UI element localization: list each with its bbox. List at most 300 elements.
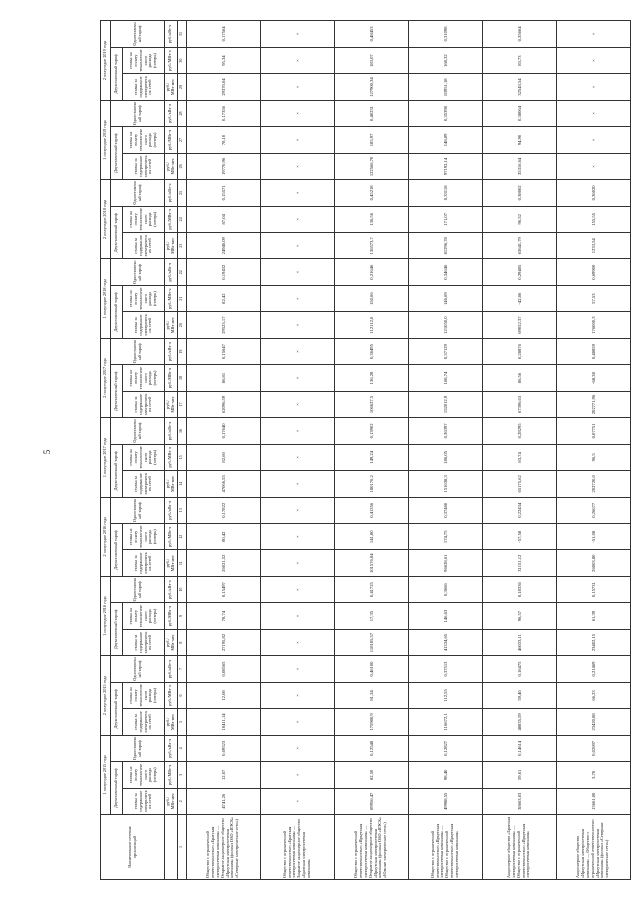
- column-number: 22: [177, 259, 186, 285]
- value-cell: 0,21469: [556, 656, 630, 682]
- value-cell: ×: [556, 127, 630, 153]
- column-number: 29: [177, 74, 186, 100]
- value-cell: 23402,15: [556, 629, 630, 655]
- value-cell: 95,34: [186, 47, 260, 73]
- value-cell: 19770,96: [186, 153, 260, 179]
- unit-one-rate: руб./кВт·ч: [165, 100, 178, 126]
- value-cell: 0,46100: [334, 656, 408, 682]
- unit-one-rate: руб./кВт·ч: [165, 259, 178, 285]
- value-cell: 96,57: [482, 603, 556, 629]
- value-cell: ×: [556, 153, 630, 179]
- value-cell: 0,19432: [186, 259, 260, 285]
- value-cell: 29525,17: [186, 312, 260, 338]
- value-cell: 141,80: [334, 524, 408, 550]
- org-name-cell: Общество с ограниченной ответственностью «Братская электросетевая компания» — Закрытое акционерное общество «Братская электросетевая компания»: [260, 815, 334, 880]
- value-cell: 41334,65: [408, 629, 482, 655]
- value-cell: 62096,59: [186, 391, 260, 417]
- value-cell: 66,23: [556, 682, 630, 708]
- table-row: [482, 21, 556, 880]
- value-cell: 48835,59: [482, 709, 556, 735]
- value-cell: 186,05: [408, 444, 482, 470]
- value-cell: 12,08: [186, 682, 260, 708]
- value-cell: 47066,55: [186, 471, 260, 497]
- unit-one-rate: руб./кВт·ч: [165, 656, 178, 682]
- column-number: 3: [177, 762, 186, 788]
- value-cell: 176000,3: [556, 312, 630, 338]
- value-cell: 23420,88: [556, 709, 630, 735]
- value-cell: 96,52: [482, 206, 556, 232]
- value-cell: 86,81: [186, 365, 260, 391]
- unit-one-rate: руб./кВт·ч: [165, 735, 178, 761]
- value-cell: 112,55: [408, 682, 482, 708]
- value-cell: 175980,9: [334, 709, 408, 735]
- value-cell: ×: [260, 285, 334, 311]
- value-cell: 0,41356: [334, 497, 408, 523]
- value-cell: 0,48453: [334, 21, 408, 48]
- one-rate-header: Одноставочный тариф: [111, 338, 165, 364]
- value-cell: 63641,79: [482, 233, 556, 259]
- org-name-cell: Общество с ограниченной ответственностью «Братская электросетевая компания» — Открытое акционерное общество «Иркутская электросетевая компания» (филиал ОАО «ИЭСК» «Северные электрические сети»): [186, 815, 260, 880]
- maintenance-rate-header: ставка за содержание электрических сетей: [123, 391, 165, 417]
- value-cell: 0,08565: [186, 656, 260, 682]
- value-cell: 94,90: [482, 127, 556, 153]
- one-rate-header: Одноставочный тариф: [111, 497, 165, 523]
- value-cell: 0,36020: [556, 180, 630, 206]
- column-number: 9: [177, 603, 186, 629]
- column-number: 31: [177, 21, 186, 48]
- table-row: [334, 21, 408, 880]
- value-cell: 185,97: [334, 127, 408, 153]
- unit-maintenance: руб./МВт·мес: [165, 74, 178, 100]
- value-cell: 0,31098: [408, 21, 482, 48]
- unit-one-rate: руб./кВт·ч: [165, 21, 178, 48]
- value-cell: ×: [260, 682, 334, 708]
- loss-rate-header: ставка на оплату технологического расхода (потерь): [123, 444, 165, 470]
- value-cell: 0,16475: [482, 656, 556, 682]
- value-cell: ×: [556, 74, 630, 100]
- unit-loss: руб./МВт·ч: [165, 127, 178, 153]
- value-cell: 13661,00: [556, 788, 630, 814]
- value-cell: ×: [556, 100, 630, 126]
- two-rate-header: Двухставочный тариф: [111, 127, 123, 180]
- value-cell: 78,74: [186, 603, 260, 629]
- value-cell: ×: [260, 444, 334, 470]
- period-header: 1 полугодие 2016 года: [101, 576, 111, 655]
- maintenance-rate-header: ставка за содержание электрических сетей: [123, 74, 165, 100]
- value-cell: 82,42: [186, 285, 260, 311]
- two-rate-header: Двухставочный тариф: [111, 285, 123, 338]
- value-cell: -51,08: [556, 524, 630, 550]
- unit-loss: руб./МВт·ч: [165, 206, 178, 232]
- value-cell: 0,15731: [556, 576, 630, 602]
- value-cell: 0,17356: [186, 100, 260, 126]
- value-cell: 0,17640: [186, 418, 260, 444]
- value-cell: ×: [260, 233, 334, 259]
- unit-one-rate: руб./кВт·ч: [165, 497, 178, 523]
- value-cell: 59,46: [482, 682, 556, 708]
- unit-maintenance: руб./МВт·мес: [165, 312, 178, 338]
- value-cell: 0,36495: [334, 338, 408, 364]
- column-number: 6: [177, 682, 186, 708]
- value-cell: 81,34: [334, 682, 408, 708]
- column-number: 8: [177, 629, 186, 655]
- value-cell: 87,04: [186, 206, 260, 232]
- value-cell: ×: [260, 656, 334, 682]
- unit-loss: руб./МВт·ч: [165, 603, 178, 629]
- column-number: 4: [177, 735, 186, 761]
- value-cell: 0,38064: [482, 100, 556, 126]
- value-cell: ×: [260, 497, 334, 523]
- value-cell: 202720,0: [556, 471, 630, 497]
- value-cell: 202771,96: [556, 391, 630, 417]
- value-cell: ×: [556, 47, 630, 73]
- value-cell: ×: [260, 603, 334, 629]
- loss-rate-header: ставка на оплату технологического расхода (потерь): [123, 603, 165, 629]
- value-cell: 0,13902: [334, 418, 408, 444]
- value-cell: 0,41725: [334, 576, 408, 602]
- value-cell: ×: [260, 576, 334, 602]
- value-cell: 106627,5: [334, 391, 408, 417]
- loss-rate-header: ставка на оплату технологического расхода (потерь): [123, 47, 165, 73]
- value-cell: 171,07: [408, 206, 482, 232]
- value-cell: 98,40: [408, 762, 482, 788]
- maintenance-rate-header: ставка за содержание электрических сетей: [123, 550, 165, 576]
- value-cell: 0,17822: [186, 497, 260, 523]
- value-cell: 127900,34: [334, 74, 408, 100]
- loss-rate-header: ставка на оплату технологического расхода (потерь): [123, 762, 165, 788]
- value-cell: 136,28: [334, 365, 408, 391]
- value-cell: ×: [260, 709, 334, 735]
- period-header: 2 полугодие 2016 года: [101, 497, 111, 576]
- two-rate-header: Двухставочный тариф: [111, 762, 123, 815]
- value-cell: 0,26677: [556, 497, 630, 523]
- value-cell: ×: [260, 47, 334, 73]
- value-cell: 0,15571: [186, 180, 260, 206]
- value-cell: 0,3666: [408, 576, 482, 602]
- value-cell: ×: [260, 762, 334, 788]
- value-cell: 148,89: [408, 127, 482, 153]
- column-number: 12: [177, 524, 186, 550]
- table-row: [408, 21, 482, 880]
- loss-rate-header: ставка на оплату технологического расхода (потерь): [123, 524, 165, 550]
- unit-one-rate: руб./кВт·ч: [165, 576, 178, 602]
- value-cell: 155,55: [556, 206, 630, 232]
- period-header: 2 полугодие 2018 года: [101, 180, 111, 259]
- value-cell: 35316,64: [482, 153, 556, 179]
- value-cell: 0,17564: [186, 21, 260, 48]
- value-cell: 0,21646: [334, 259, 408, 285]
- loss-rate-header: ставка на оплату технологического расхода (потерь): [123, 682, 165, 708]
- value-cell: 101576,84: [334, 550, 408, 576]
- column-number: 23: [177, 233, 186, 259]
- value-cell: ×: [260, 735, 334, 761]
- value-cell: 89956,47: [334, 788, 408, 814]
- value-cell: 0,07751: [556, 418, 630, 444]
- value-cell: 180176,2: [334, 471, 408, 497]
- unit-maintenance: руб./МВт·мес: [165, 471, 178, 497]
- two-rate-header: Двухставочный тариф: [111, 47, 123, 100]
- period-header: 2 полугодие 2015 года: [101, 656, 111, 735]
- unit-loss: руб./МВт·ч: [165, 365, 178, 391]
- value-cell: 24940,09: [186, 233, 260, 259]
- value-cell: ×: [260, 550, 334, 576]
- value-cell: ×: [260, 629, 334, 655]
- org-name-cell: Общество с ограниченной ответственностью «Иркутская электросетевая компания» — Общество с ограниченной ответственностью «Иркутская электросетевая компания»: [408, 815, 482, 880]
- period-header: 1 полугодие 2017 года: [101, 418, 111, 497]
- value-cell: ×: [260, 312, 334, 338]
- column-number: 2: [177, 788, 186, 814]
- value-cell: 0,48859: [556, 338, 630, 364]
- value-cell: 86,56: [482, 365, 556, 391]
- value-cell: 29370,04: [186, 74, 260, 100]
- column-number: 13: [177, 497, 186, 523]
- value-cell: 26003,80: [556, 550, 630, 576]
- unit-loss: руб./МВт·ч: [165, 285, 178, 311]
- column-number: 20: [177, 312, 186, 338]
- value-cell: 146,69: [408, 285, 482, 311]
- value-cell: ×: [260, 100, 334, 126]
- value-cell: 0,02697: [556, 735, 630, 761]
- org-name-header: Наименование сетевых организаций: [101, 815, 165, 880]
- value-cell: 4741,26: [186, 788, 260, 814]
- unit-loss: руб./МВт·ч: [165, 762, 178, 788]
- value-cell: 78,10: [186, 127, 260, 153]
- rotated-table-container: [100, 20, 610, 880]
- loss-rate-header: ставка на оплату технологического расхода (потерь): [123, 365, 165, 391]
- unit-loss: руб./МВт·ч: [165, 682, 178, 708]
- two-rate-header: Двухставочный тариф: [111, 444, 123, 497]
- two-rate-header: Двухставочный тариф: [111, 682, 123, 735]
- value-cell: ×: [260, 259, 334, 285]
- column-number: 26: [177, 153, 186, 179]
- unit-maintenance: руб./МВт·мес: [165, 788, 178, 814]
- one-rate-header: Одноставочный тариф: [111, 180, 165, 206]
- period-header: 2 полугодие 2017 года: [101, 338, 111, 417]
- value-cell: -68,38: [556, 365, 630, 391]
- value-cell: 146,63: [408, 603, 482, 629]
- value-cell: 112112,0: [334, 312, 408, 338]
- value-cell: 83,73: [482, 47, 556, 73]
- column-number: 25: [177, 180, 186, 206]
- loss-rate-header: ставка на оплату технологического расхода (потерь): [123, 285, 165, 311]
- column-number: 17: [177, 391, 186, 417]
- unit-loss: руб./МВт·ч: [165, 47, 178, 73]
- period-header: 1 полугодие 2019 года: [101, 100, 111, 179]
- maintenance-rate-header: ставка за содержание электрических сетей: [123, 471, 165, 497]
- maintenance-rate-header: ставка за содержание электрических сетей: [123, 709, 165, 735]
- value-cell: -42,86: [482, 285, 556, 311]
- column-number: 15: [177, 444, 186, 470]
- value-cell: 118185,57: [334, 629, 408, 655]
- one-rate-header: Одноставочный тариф: [111, 418, 165, 444]
- value-cell: 0,15647: [186, 338, 260, 364]
- value-cell: 136573,7: [334, 233, 408, 259]
- value-cell: 3,70: [556, 762, 630, 788]
- two-rate-header: Двухставочный тариф: [111, 206, 123, 259]
- value-cell: 80,42: [186, 524, 260, 550]
- one-rate-header: Одноставочный тариф: [111, 21, 165, 48]
- one-rate-header: Одноставочный тариф: [111, 576, 165, 602]
- value-cell: 96628,61: [408, 550, 482, 576]
- loss-rate-header: ставка на оплату технологического расхода (потерь): [123, 206, 165, 232]
- value-cell: ×: [260, 338, 334, 364]
- column-number: 30: [177, 47, 186, 73]
- value-cell: 17,35: [334, 603, 408, 629]
- column-number: 5: [177, 709, 186, 735]
- value-cell: ×: [260, 74, 334, 100]
- value-cell: 65175,62: [482, 471, 556, 497]
- one-rate-header: Одноставочный тариф: [111, 259, 165, 285]
- org-name-cell: Акционерное общество «Братская электросетевая компания» — Общество с ограниченной ответственностью «Иркутская электросетевая компания»: [482, 815, 556, 880]
- maintenance-rate-header: ставка за содержание электрических сетей: [123, 629, 165, 655]
- value-cell: ×: [260, 391, 334, 417]
- column-number: 27: [177, 127, 186, 153]
- loss-rate-header: ставка на оплату технологического расхода (потерь): [123, 127, 165, 153]
- unit-maintenance: руб./МВт·мес: [165, 233, 178, 259]
- value-cell: ×: [260, 206, 334, 232]
- value-cell: 0,35398: [408, 100, 482, 126]
- value-cell: 0,37129: [408, 338, 482, 364]
- value-cell: ×: [260, 524, 334, 550]
- value-cell: ×: [556, 21, 630, 48]
- maintenance-rate-header: ставка за содержание электрических сетей: [123, 233, 165, 259]
- value-cell: ×: [260, 21, 334, 48]
- column-number: 11: [177, 550, 186, 576]
- value-cell: 174,75: [408, 524, 482, 550]
- value-cell: 97192,14: [408, 153, 482, 179]
- period-header: 2 полугодие 2019 года: [101, 21, 111, 101]
- value-cell: 38663,03: [482, 788, 556, 814]
- unit-maintenance: руб./МВт·мес: [165, 709, 178, 735]
- value-cell: 0,69900: [556, 259, 630, 285]
- one-rate-header: Одноставочный тариф: [111, 100, 165, 126]
- value-cell: 83,74: [482, 444, 556, 470]
- unit-one-rate: руб./кВт·ч: [165, 180, 178, 206]
- value-cell: 32543,54: [482, 74, 556, 100]
- two-rate-header: Двухставочный тариф: [111, 603, 123, 656]
- column-number: 28: [177, 100, 186, 126]
- value-cell: 82,50: [334, 762, 408, 788]
- value-cell: 59,61: [482, 762, 556, 788]
- unit-maintenance: руб./МВт·мес: [165, 550, 178, 576]
- unit-maintenance: руб./МВт·мес: [165, 391, 178, 417]
- value-cell: 0,14614: [482, 735, 556, 761]
- org-name-cell: Акционерное общество «Иркутская электросетевая компания» — Общество с ограниченной ответственностью «Иркутская электросетевая компания» (филиал «Северные электрические сети»): [556, 815, 630, 880]
- value-cell: 10411,14: [186, 709, 260, 735]
- unit-blank: [165, 815, 178, 880]
- rate-type-header-row: [111, 21, 123, 880]
- maintenance-rate-header: ставка за содержание электрических сетей: [123, 788, 165, 814]
- table-row: [260, 21, 334, 880]
- table-row: [556, 21, 630, 880]
- value-cell: 26021,52: [186, 550, 260, 576]
- column-number: 16: [177, 418, 186, 444]
- value-cell: 0,29485: [482, 259, 556, 285]
- period-header: 1 полугодие 2018 года: [101, 259, 111, 338]
- value-cell: 0,40231: [334, 100, 408, 126]
- period-header: 1 полугодие 2015 года: [101, 735, 111, 814]
- value-cell: 67396,63: [482, 391, 556, 417]
- value-cell: 183,07: [334, 47, 408, 73]
- tariff-table: [100, 20, 631, 880]
- value-cell: ×: [260, 788, 334, 814]
- maintenance-rate-header: ставка за содержание электрических сетей: [123, 153, 165, 179]
- value-cell: 61,39: [556, 603, 630, 629]
- value-cell: ×: [260, 471, 334, 497]
- value-cell: 121050,0: [408, 312, 482, 338]
- value-cell: 46033,11: [482, 629, 556, 655]
- value-cell: 27195,82: [186, 629, 260, 655]
- value-cell: 0,12827: [408, 735, 482, 761]
- value-cell: 149,24: [334, 444, 408, 470]
- value-cell: ×: [260, 418, 334, 444]
- value-cell: -57,58: [482, 524, 556, 550]
- value-cell: 31151,12: [482, 550, 556, 576]
- value-cell: 150,66: [334, 285, 408, 311]
- one-rate-header: Одноставочный тариф: [111, 656, 165, 682]
- value-cell: 151638,3: [408, 471, 482, 497]
- unit-header-row: [165, 21, 178, 880]
- table-body: [186, 21, 630, 880]
- value-cell: 1233,54: [556, 233, 630, 259]
- page-number: 5: [42, 449, 52, 455]
- unit-one-rate: руб./кВт·ч: [165, 418, 178, 444]
- unit-maintenance: руб./МВт·мес: [165, 629, 178, 655]
- unit-one-rate: руб./кВт·ч: [165, 338, 178, 364]
- value-cell: 12,07: [186, 762, 260, 788]
- value-cell: 0,22434: [482, 497, 556, 523]
- one-rate-header: Одноставочный тариф: [111, 735, 165, 761]
- value-cell: 0,38002: [482, 180, 556, 206]
- value-cell: 168,74: [408, 365, 482, 391]
- value-cell: 0,69523: [186, 735, 260, 761]
- value-cell: 0,37513: [408, 656, 482, 682]
- value-cell: 152012,9: [408, 391, 482, 417]
- value-cell: 0,28295: [482, 418, 556, 444]
- value-cell: 96,5: [556, 444, 630, 470]
- value-cell: 0,45218: [334, 180, 408, 206]
- maintenance-rate-header: ставка за содержание электрических сетей: [123, 312, 165, 338]
- value-cell: 81296,78: [408, 233, 482, 259]
- table-row: [186, 21, 260, 880]
- value-cell: 0,35664: [482, 21, 556, 48]
- column-number: 7: [177, 656, 186, 682]
- value-cell: 49988,55: [408, 788, 482, 814]
- period-header-row: [101, 21, 111, 880]
- column-number: 21: [177, 285, 186, 311]
- column-number: 18: [177, 365, 186, 391]
- value-cell: 0,36397: [408, 418, 482, 444]
- value-cell: 82,60: [186, 444, 260, 470]
- value-cell: 0,34646: [408, 259, 482, 285]
- value-cell: 0,33118: [408, 180, 482, 206]
- value-cell: 0,18336: [482, 576, 556, 602]
- column-number: 1: [177, 815, 186, 880]
- value-cell: 168,32: [408, 47, 482, 73]
- value-cell: 0,37460: [408, 497, 482, 523]
- two-rate-header: Двухставочный тариф: [111, 524, 123, 577]
- value-cell: 69052,37: [482, 312, 556, 338]
- value-cell: 57,53: [556, 285, 630, 311]
- column-number: 14: [177, 471, 186, 497]
- column-number: 19: [177, 338, 186, 364]
- value-cell: ×: [260, 180, 334, 206]
- value-cell: 83951,18: [408, 74, 482, 100]
- value-cell: 122566,70: [334, 153, 408, 179]
- column-number: 10: [177, 576, 186, 602]
- unit-loss: руб./МВт·ч: [165, 524, 178, 550]
- value-cell: 0,12548: [334, 735, 408, 761]
